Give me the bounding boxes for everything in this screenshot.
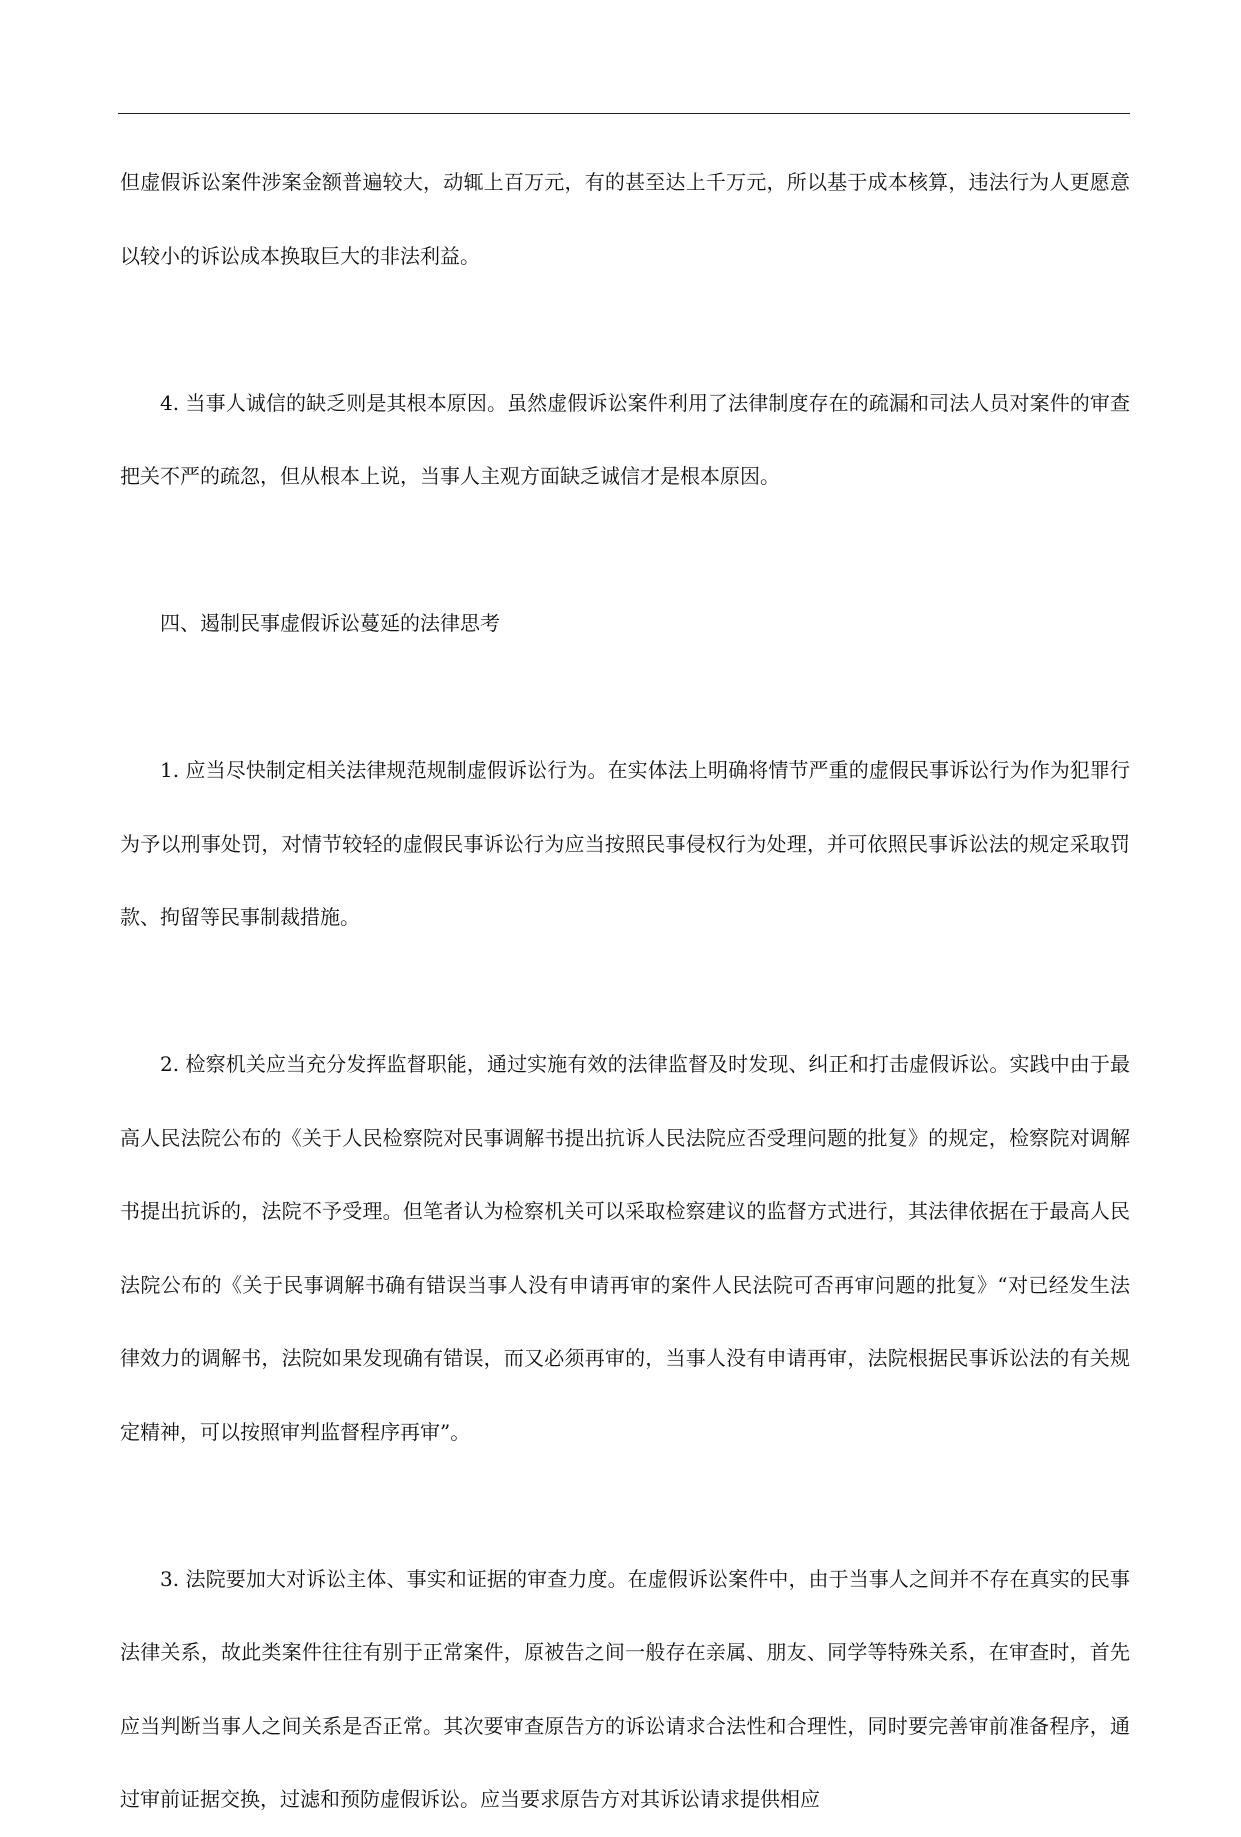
paragraph-gap — [120, 1469, 1130, 1543]
paragraph-gap — [120, 514, 1130, 588]
paragraph-measure-1: 1. 应当尽快制定相关法律规范规制虚假诉讼行为。在实体法上明确将情节严重的虚假民事诉讼行为作为犯罪行为予以刑事处罚，对情节较轻的虚假民事诉讼行为应当按照民事侵权行为处理，并可依照民事诉讼法的规定采取罚款、拘留等民事制裁措施。 — [120, 758, 1130, 929]
paragraph-measure-2: 2. 检察机关应当充分发挥监督职能，通过实施有效的法律监督及时发现、纠正和打击虚假诉讼。实践中由于最高人民法院公布的《关于人民检察院对民事调解书提出抗诉人民法院应否受理问题的批复》的规定，检察院对调解书提出抗诉的，法院不予受理。但笔者认为检察机关可以采取检察建议的监督方式进行，其法律依据在于最高人民法院公布的《关于民事调解书确有错误当事人没有申请再审的案件人民法院可否再审问题的批复》“对已经发生法律效力的调解书，法院如果发现确有错误，而又必须再审的，当事人没有申请再审，法院根据民事诉讼法的有关规定精神，可以按照审判监督程序再审”。 — [120, 1052, 1130, 1444]
section-heading: 四、遏制民事虚假诉讼蔓延的法律思考 — [160, 611, 500, 635]
paragraph-point-4: 4. 当事人诚信的缺乏则是其根本原因。虽然虚假诉讼案件利用了法律制度存在的疏漏和司法人员对案件的审查把关不严的疏忽，但从根本上说，当事人主观方面缺乏诚信才是根本原因。 — [120, 390, 1130, 488]
header-rule — [118, 113, 1130, 114]
paragraph-measure-3: 3. 法院要加大对诉讼主体、事实和证据的审查力度。在虚假诉讼案件中，由于当事人之间并不存在真实的民事法律关系，故此类案件往往有别于正常案件，原被告之间一般存在亲属、朋友、同学等特殊关系，在审查时，首先应当判断当事人之间关系是否正常。其次要审查原告方的诉讼请求合法性和合理性，同时要完善审前准备程序，通过审前证据交换，过滤和预防虚假诉讼。应当要求原告方对其诉讼请求提供相应 — [120, 1566, 1130, 1811]
document-body — [120, 146, 1130, 1837]
paragraph-continuation: 但虚假诉讼案件涉案金额普遍较大，动辄上百万元，有的甚至达上千万元，所以基于成本核算，违法行为人更愿意以较小的诉讼成本换取巨大的非法利益。 — [120, 170, 1130, 268]
paragraph-gap — [120, 293, 1130, 367]
paragraph-gap — [120, 661, 1130, 735]
paragraph-gap — [120, 955, 1130, 1029]
